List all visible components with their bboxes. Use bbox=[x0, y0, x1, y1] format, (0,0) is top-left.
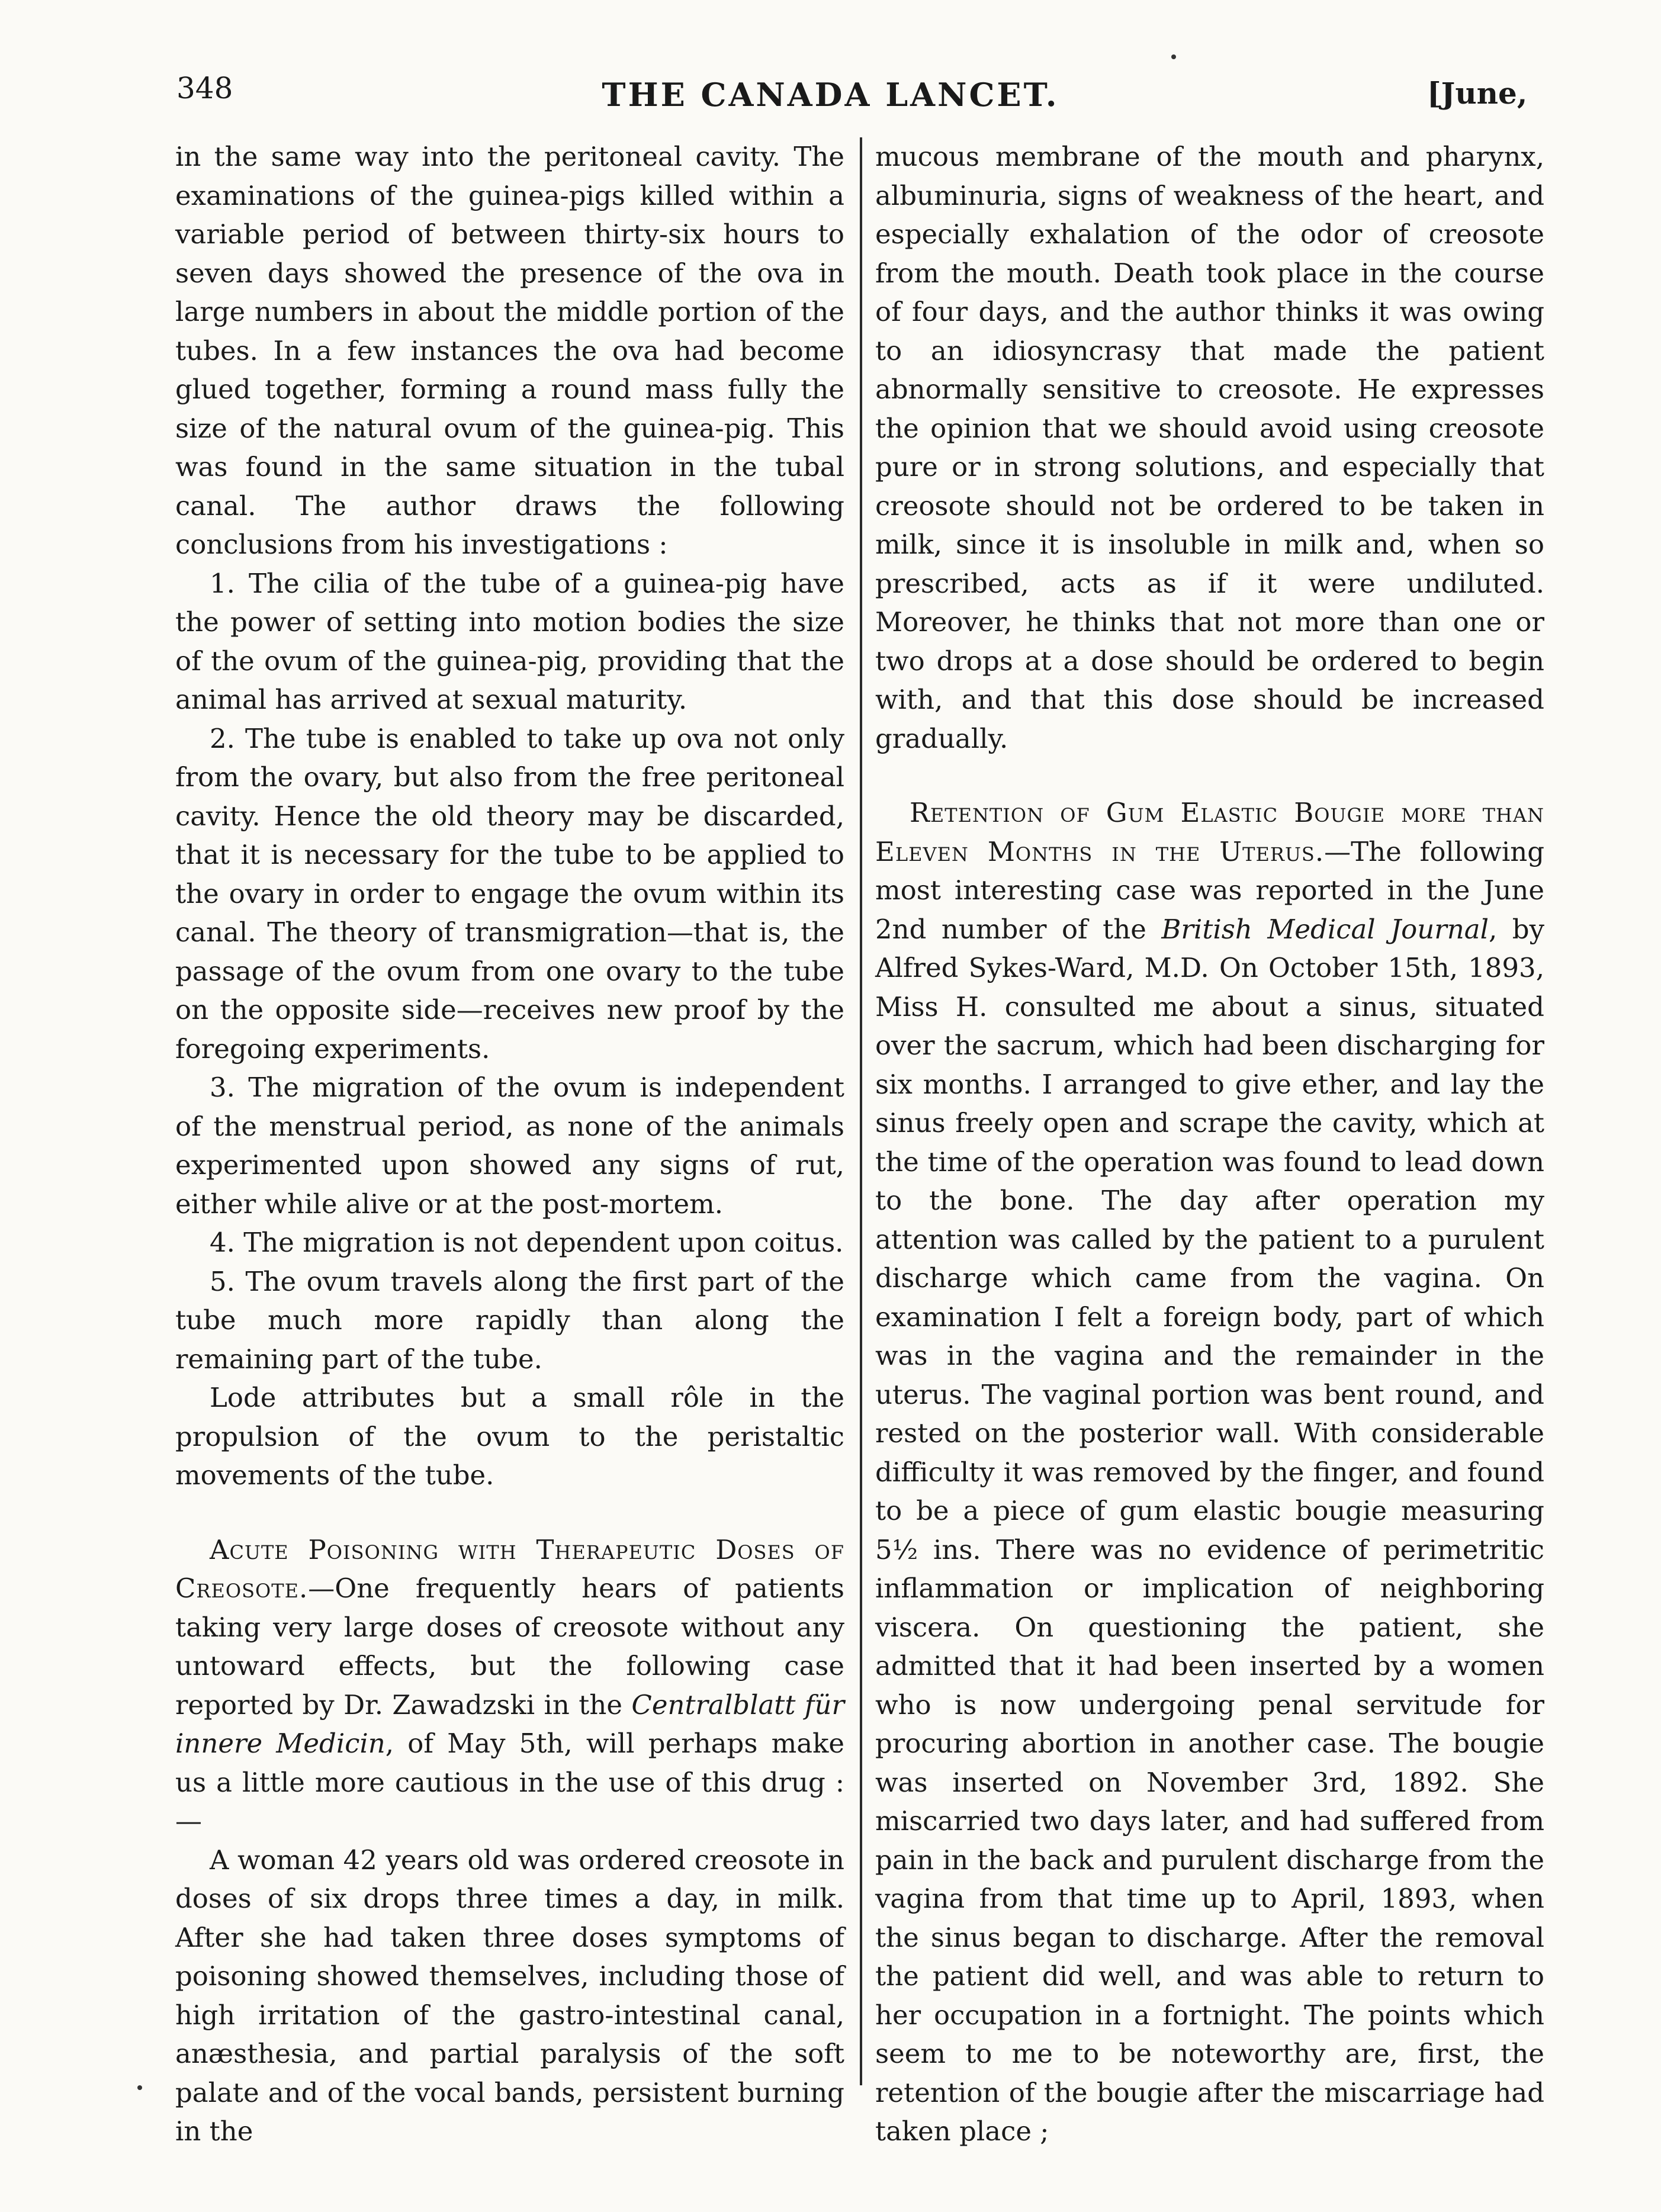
issue-month: [June, bbox=[1427, 76, 1528, 111]
conclusion-item: 4. The migration is not dependent upon coitus. bbox=[210, 1227, 844, 1258]
margin-mark bbox=[1171, 54, 1176, 59]
journal-name: Centralblatt für innere Medicin bbox=[175, 1689, 845, 1759]
case-continued-paragraph: mucous membrane of the mouth and pharynx, albuminuria, signs of weakness of the heart, and especially exhalation of the odor of creosote from the mouth. Death took place in the course of four days, and the author thinks it was owing to an idiosyncrasy that made the patient abnormally sensitive to creosote. He expresses the opinion that we should avoid using creosote pure or in strong solutions, and especially that creosote should not be ordered to be taken in milk, since it is insoluble in milk and, when so prescribed, acts as if it were undiluted. Moreover, he thinks that not more than one or two drops at a dose should be ordered to begin with, and that this dose should be increased gradually. bbox=[875, 141, 1544, 754]
intro-paragraph: in the same way into the peritoneal cavity. The examinations of the guinea-pigs killed within a variable period of between thirty-six hours to seven days showed the presence of the ova in large numbers in about the middle portion of the tubes. In a few instances the ova had become glued together, forming a round mass fully the size of the natural ovum of the guinea-pig. This was found in the same situation in the tubal canal. The author draws the following conclusions from his investigations : bbox=[175, 141, 844, 560]
margin-mark bbox=[137, 2085, 142, 2090]
left-column bbox=[175, 137, 844, 2151]
article-creosote bbox=[175, 1531, 844, 1841]
article-heading: Acute Poisoning with Therapeutic Doses of Creosote. bbox=[175, 1533, 844, 1604]
article-text: —The following most interesting case was reported in the June 2nd number of the bbox=[875, 835, 1544, 945]
page-number: 348 bbox=[176, 71, 233, 105]
article-heading: Retention of Gum Elastic Bougie more than Eleven Months in the Uterus. bbox=[875, 797, 1544, 867]
journal-title: THE CANADA LANCET. bbox=[602, 76, 1059, 114]
article-text: , of May 5th, will perhaps make us a little more cautious in the use of this drug :— bbox=[175, 1728, 844, 1837]
article-bougie bbox=[875, 793, 1544, 2151]
conclusion-item: 1. The cilia of the tube of a guinea-pig have the power of setting into motion bodies the size of the ovum of the guinea-pig, providing that the animal has arrived at sexual maturity. bbox=[175, 567, 844, 715]
article-text: —One frequently hears of patients taking very large doses of creosote without any untoward effects, but the following case reported by Dr. Zawadzski in the bbox=[175, 1573, 844, 1721]
case-paragraph: A woman 42 years old was ordered creosote in doses of six drops three times a day, in milk. After she had taken three doses symptoms of poisoning showed themselves, including those of high irritation of the gastro-intestinal canal, anæsthesia, and partial paralysis of the soft palate and of the vocal bands, persistent burning in the bbox=[175, 1844, 844, 2147]
column-divider bbox=[860, 137, 862, 2085]
conclusion-item: 3. The migration of the ovum is independent of the menstrual period, as none of the animals experimented upon showed any signs of rut, either while alive or at the post-mortem. bbox=[175, 1072, 844, 1220]
article-text: , by Alfred Sykes-Ward, M.D. On October 15th, 1893, Miss H. consulted me about a sinus, situated over the sacrum, which had been discharging for six months. I arranged to give ether, and lay the sinus freely open and scrape the cavity, which at the time of the operation was found to lead down to the bone. The day after operation my attention was called by the patient to a purulent discharge which came from the vagina. On examination I felt a foreign body, part of which was in the vagina and the remainder in the uterus. The vaginal portion was bent round, and rested on the posterior wall. With considerable difficulty it was removed by the finger, and found to be a piece of gum elastic bougie measuring 5½ ins. There was no evidence of perimetritic inflammation or implication of neighboring viscera. On questioning the patient, she admitted that it had been inserted by a women who is now undergoing penal servitude for procuring abortion in another case. The bougie was inserted on November 3rd, 1892. She miscarried two days later, and had suffered from pain in the back and purulent discharge from the vagina from that time up to April, 1893, when the sinus began to discharge. After the removal the patient did well, and was able to return to her occupation in a fortnight. The points which seem to me to be noteworthy are, first, the retention of the bougie after the miscarriage had taken place ; bbox=[875, 913, 1544, 2147]
conclusion-item: 2. The tube is enabled to take up ova not only from the ovary, but also from the free peritoneal cavity. Hence the old theory may be discarded, that it is necessary for the tube to be applied to the ovary in order to engage the ovum within its canal. The theory of transmigration—that is, the passage of the ovum from one ovary to the tube on the opposite side—receives new proof by the foregoing experiments. bbox=[175, 722, 844, 1065]
journal-name: British Medical Journal bbox=[1161, 913, 1489, 945]
conclusion-item: 5. The ovum travels along the first part of the tube much more rapidly than along the remaining part of the tube. bbox=[175, 1265, 844, 1375]
closing-paragraph: Lode attributes but a small rôle in the propulsion of the ovum to the peristaltic movements of the tube. bbox=[175, 1382, 844, 1491]
right-column bbox=[875, 137, 1544, 2151]
